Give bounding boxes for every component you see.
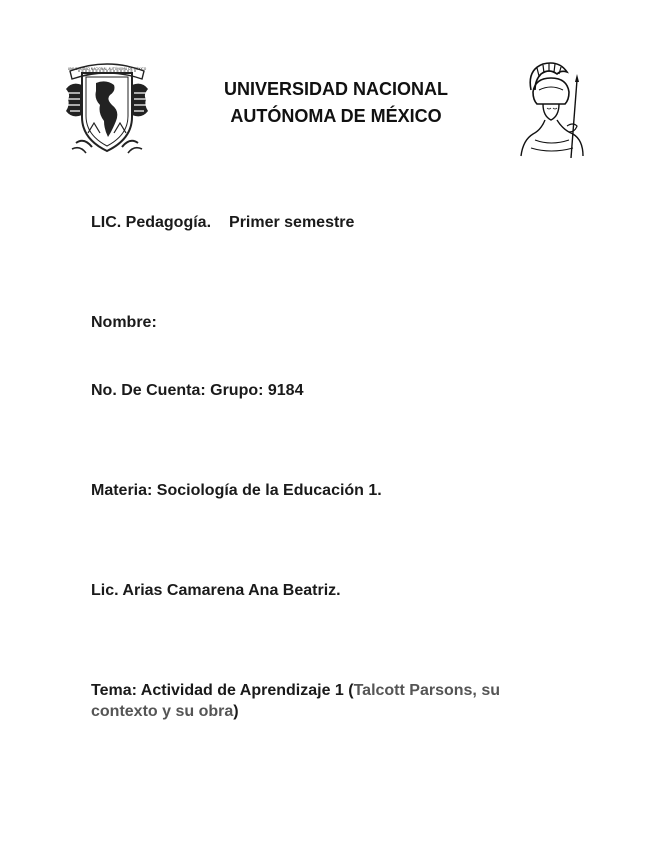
teacher-label: Lic. Arias Camarena Ana Beatriz. [91,582,341,599]
topic-label [91,680,561,722]
career-label: LIC. Pedagogía. [91,214,212,231]
topic-prefix: Tema: Actividad de Aprendizaje 1 ( [91,682,354,699]
university-name [200,76,472,130]
semester-label: Primer semestre [229,214,355,231]
athena-helmet-icon [513,60,589,160]
topic-detail: Talcott Parsons, su contexto y su obra [91,682,500,720]
topic-suffix: ) [233,703,239,720]
subject-label: Materia: Sociología de la Educación 1. [91,482,382,499]
university-line-1: UNIVERSIDAD NACIONAL [223,79,448,99]
university-line-2: AUTÓNOMA DE MÉXICO [230,106,442,126]
account-group-label: No. De Cuenta: Grupo: 9184 [91,382,304,399]
unam-coat-of-arms-icon [62,59,152,157]
career-line [91,212,354,233]
student-name-label: Nombre: [91,314,157,331]
unam-logo-text: UNIVERSIDAD NACIONAL AUTÓNOMA DE MÉXICO [67,67,147,71]
